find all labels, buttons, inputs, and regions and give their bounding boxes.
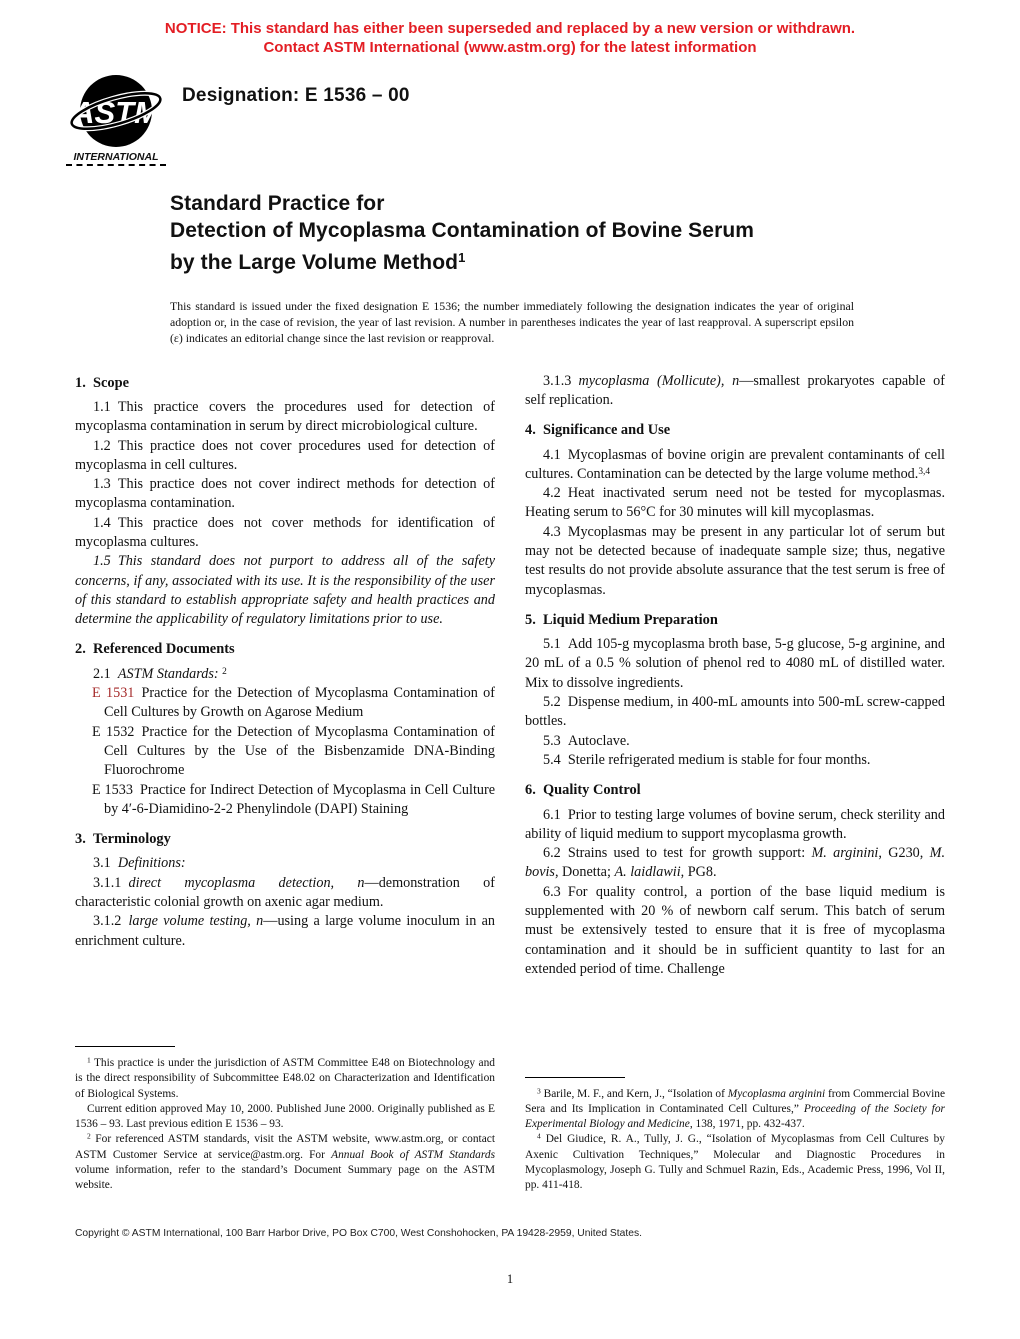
text-run: 6.1 Prior to testing large volumes of bovine serum, check sterility and ability of liquid medium to support mycoplasma growth.	[525, 806, 945, 842]
notice-line-1: NOTICE: This standard has either been superseded and replaced by a new version or withdrawn.	[164, 20, 856, 37]
paragraph	[75, 912, 495, 951]
text-run: —using a large volume inoculum in an enrichment culture.	[75, 913, 495, 949]
footnote-list	[75, 1056, 495, 1194]
paragraph	[525, 523, 945, 600]
text-run: 1. Scope	[75, 374, 129, 391]
text-run-i: direct mycoplasma detection, n	[128, 874, 365, 891]
page-number: 1	[506, 1272, 514, 1286]
text-run: , PG8.	[680, 864, 717, 881]
paragraph	[525, 372, 945, 411]
astm-globe-icon	[68, 73, 164, 151]
text-run-i: mycoplasma (Mollicute), n	[578, 372, 740, 389]
text-run: 3.1	[93, 855, 118, 872]
two-column-body	[75, 372, 945, 1194]
paragraph	[525, 693, 945, 732]
text-run: 5.4 Sterile refrigerated medium is stable for four months.	[543, 751, 871, 768]
footnote	[525, 1132, 945, 1193]
astm-logo	[66, 73, 166, 166]
footnote	[75, 1102, 495, 1133]
text-run: , G230,	[878, 845, 930, 862]
text-run: This practice is under the jurisdiction of ASTM Committee E48 on Biotechnology and is the direct responsibility of Subcommittee E48.02 on Characterization and Identification of Biological Systems.	[75, 1056, 495, 1100]
text-run: Del Giudice, R. A., Tully, J. G., “Isolation of Mycoplasmas from Cell Cultures by Axenic Cultivation Techniques,” Molecular and Diagnostic Procedures in Mycoplasmology, Joseph G. Tully and Schmuel Razin, Eds., Academic Press, 1996, Vol II, pp. 411-418.	[525, 1133, 945, 1192]
text-run: 4.3 Mycoplasmas may be present in any particular lot of serum but may not be detected because of inadequate sample size; thus, negative test results do not provide absolute assurance that the test serum is free of mycoplasmas.	[525, 523, 945, 598]
text-run: 5.1 Add 105-g mycoplasma broth base, 5-g glucose, 5-g arginine, and 20 mL of a 0.5 % solution of phenol red to 4080 mL of distilled water. Mix to dissolve ingredients.	[525, 636, 945, 691]
paragraph	[525, 806, 945, 845]
text-run-i: M. bovis	[525, 845, 945, 881]
text-run: 3.1.3	[543, 372, 579, 389]
text-run: 6. Quality Control	[525, 782, 641, 799]
footnote-list	[525, 1087, 945, 1194]
text-run-i: large volume testing, n	[128, 913, 264, 930]
text-run: 4.1 Mycoplasmas of bovine origin are prevalent contaminants of cell cultures. Contamination can be detected by the large volume method.	[525, 446, 945, 482]
text-run: 4. Significance and Use	[525, 422, 671, 439]
text-run-i: 1.5 This standard does not purport to address all of the safety concerns, if any, associated with its use. It is the responsibility of the user of this standard to establish appropriate safety and health practices and determine the applicability of regulatory limitations prior to use.	[75, 553, 495, 628]
text-run-i: ASTM Standards:	[117, 665, 219, 682]
left-column-footnotes	[75, 1046, 495, 1194]
text-run: E 1532 Practice for the Detection of Mycoplasma Contamination of Cell Cultures by the Use of the Bisbenzamide DNA-Binding Fluorochrome	[92, 723, 495, 779]
paragraph	[525, 732, 945, 751]
right-column-body	[525, 372, 945, 980]
right-column-footnotes	[525, 1077, 945, 1194]
notice-line-2: Contact ASTM International (www.astm.org) for the latest information	[263, 39, 757, 56]
paragraph	[75, 475, 495, 514]
astm-logo-subtitle: INTERNATIONAL	[66, 151, 166, 166]
text-run-red: E 1531	[92, 685, 135, 702]
text-run: 3.1.1	[93, 874, 129, 891]
title-line-3-text: by the Large Volume Method	[170, 251, 459, 274]
document-header	[66, 73, 1020, 166]
superseded-notice	[0, 19, 1020, 57]
footnote-separator	[75, 1046, 175, 1047]
right-column	[525, 372, 945, 1194]
left-column-body	[75, 372, 495, 951]
text-run: , 138, 1971, pp. 432-437.	[689, 1118, 805, 1131]
text-run-i: Mycoplasma arginini	[727, 1087, 826, 1100]
text-run-i: Definitions:	[117, 855, 186, 872]
paragraph	[75, 854, 495, 873]
footnote-separator	[525, 1077, 625, 1078]
footnote	[525, 1087, 945, 1133]
text-run-i: A. laidlawii	[614, 864, 681, 881]
text-run: 4.2 Heat inactivated serum need not be tested for mycoplasmas. Heating serum to 56°C for 30 minutes will kill mycoplasmas.	[525, 485, 945, 521]
paragraph	[75, 398, 495, 437]
text-run-i: Proceeding of the Society for Experimental Biology and Medicine	[525, 1102, 945, 1131]
paragraph	[525, 446, 945, 485]
astm-logo-acronym: ASTM	[72, 95, 160, 130]
section-heading	[75, 640, 495, 659]
text-run: 6.2 Strains used to test for growth support:	[543, 845, 812, 862]
text-run-i: Annual Book of ASTM Standards	[331, 1148, 496, 1161]
paragraph	[525, 883, 945, 979]
text-run-sup: 1	[87, 1055, 91, 1065]
text-run-sup: 3,4	[918, 466, 931, 477]
footnote	[75, 1132, 495, 1193]
text-run: , Donetta;	[554, 864, 615, 881]
text-run: Practice for the Detection of Mycoplasma Contamination of Cell Cultures by Growth on Agarose Medium	[104, 685, 495, 721]
text-run-sup: 4	[537, 1132, 541, 1142]
text-run: 6.3 For quality control, a portion of the base liquid medium is supplemented with 20 % of newborn calf serum. This batch of serum must be extensively tested to ensure that it is free of mycoplasma contamination and it should be in sufficient quantity to last for an extended period of time. Challenge	[525, 883, 945, 977]
paragraph	[75, 665, 495, 684]
text-run: 2.1	[93, 665, 118, 682]
paragraph	[525, 844, 945, 883]
title-line-1: Standard Practice for	[170, 192, 385, 215]
text-run: 1.1 This practice covers the procedures used for detection of mycoplasma contamination in serum by direct microbiological culture.	[75, 398, 495, 435]
text-run: 5.2 Dispense medium, in 400-mL amounts into 500-mL screw-capped bottles.	[525, 694, 945, 730]
text-run: 5.3 Autoclave.	[543, 732, 630, 749]
paragraph	[525, 751, 945, 770]
designation-label: Designation: E 1536 – 00	[182, 85, 410, 106]
left-column	[75, 372, 495, 1194]
paragraph	[525, 484, 945, 523]
text-run-i: M. arginini	[811, 845, 879, 862]
text-run: 2. Referenced Documents	[75, 641, 235, 658]
text-run: 3.1.2	[93, 913, 129, 930]
text-run: —smallest prokaryotes capable of self replication.	[525, 372, 945, 408]
text-run-sup: 2	[87, 1132, 91, 1142]
text-run: Current edition approved May 10, 2000. Published June 2000. Originally published as E 1536 – 93. Last previous edition E 1536 – 93.	[75, 1102, 495, 1131]
section-heading	[525, 781, 945, 800]
title-line-3	[170, 244, 1020, 276]
paragraph	[525, 635, 945, 693]
section-heading	[525, 421, 945, 440]
paragraph	[75, 514, 495, 553]
section-heading	[525, 611, 945, 630]
paragraph	[75, 437, 495, 476]
title-line-2: Detection of Mycoplasma Contamination of Bovine Serum	[170, 219, 755, 242]
title-footnote-marker: 1	[458, 250, 466, 265]
reference-entry	[75, 684, 495, 723]
text-run: 1.2 This practice does not cover procedures used for detection of mycoplasma in cell cultures.	[75, 437, 495, 473]
reference-entry	[75, 723, 495, 781]
section-heading	[75, 830, 495, 849]
section-heading	[75, 374, 495, 393]
text-run: volume information, refer to the standard’s Document Summary page on the ASTM website.	[75, 1164, 495, 1192]
text-run: 1.4 This practice does not cover methods for identification of mycoplasma cultures.	[75, 514, 495, 550]
text-run: Barile, M. F., and Kern, J., “Isolation of	[540, 1087, 728, 1100]
reference-entry	[75, 781, 495, 820]
text-run: from Commercial Bovine Sera and Its Implication in Contaminated Cell Cultures,”	[525, 1087, 946, 1115]
document-title	[170, 190, 1020, 276]
text-run: —demonstration of characteristic colonial growth on axenic agar medium.	[75, 874, 495, 911]
text-run-sup: 2	[222, 666, 227, 677]
copyright-line: Copyright © ASTM International, 100 Barr Harbor Drive, PO Box C700, West Conshohocken, PA 19428-2959, United States.	[75, 1228, 642, 1239]
text-run: 3. Terminology	[75, 831, 171, 848]
paragraph	[75, 874, 495, 913]
text-run: 1.3 This practice does not cover indirect methods for detection of mycoplasma contamination.	[75, 476, 495, 512]
text-run-sup: 3	[537, 1086, 541, 1096]
footnote	[75, 1056, 495, 1102]
paragraph	[75, 552, 495, 629]
text-run: E 1533 Practice for Indirect Detection of Mycoplasma in Cell Culture by 4′-6-Diamidino-2-2 Phenylindole (DAPI) Staining	[92, 781, 495, 817]
issue-note: This standard is issued under the fixed designation E 1536; the number immediately following the designation indicates the year of original adoption or, in the case of revision, the year of last revision. A number in parentheses indicates the year of last reapproval. A superscript epsilon (ε) indicates an editorial change since the last revision or reapproval.	[170, 299, 854, 346]
text-run: For referenced ASTM standards, visit the ASTM website, www.astm.org, or contact ASTM Customer Service at service@astm.org. For	[75, 1133, 495, 1161]
text-run: 5. Liquid Medium Preparation	[525, 611, 718, 628]
